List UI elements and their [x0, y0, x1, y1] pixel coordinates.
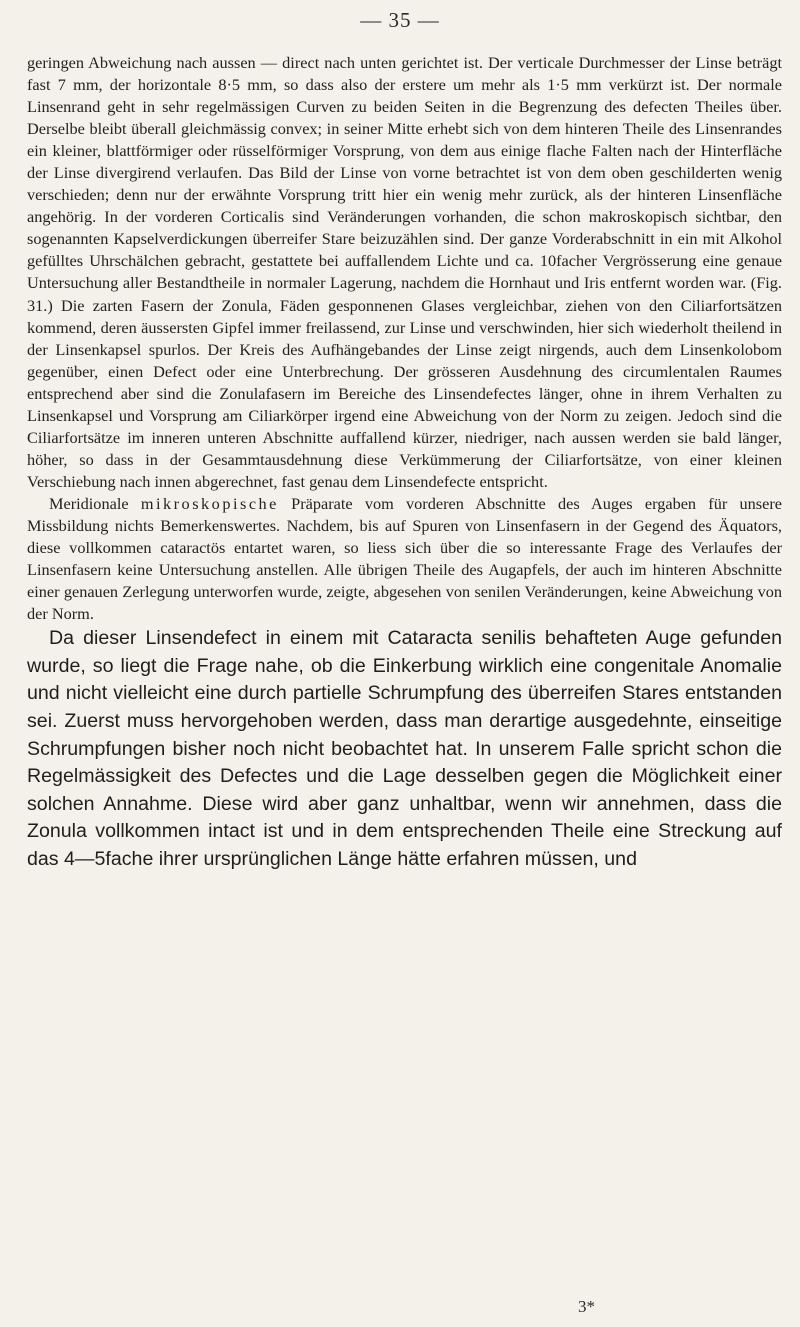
spaced-word-mikroskopische: mikroskopische	[140, 493, 279, 513]
page-number: — 35 —	[360, 8, 440, 32]
paragraph-microscopic-rest: Präparate vom vorderen Abschnitte des Auges ergaben für unsere Missbildung nichts Bemerkenswertes. Nachdem, bis auf Spuren von Linsenfasern in der Gegend des Äquators, diese vollkommen cataractös entartet waren, so liess sich über die so interessante Frage des Verlaufes der Linsenfasern keine Untersuchung anstellen. Alle übrigen Theile des Augapfels, der auch im hinteren Abschnitte einer genauen Zerlegung unterworfen wurde, zeigte, abgesehen von senilen Veränderungen, keine Abweichung von der Norm.	[27, 493, 783, 624]
signature-mark: 3*	[578, 1297, 595, 1316]
paragraph-lens-description: geringen Abweichung nach aussen — direct nach unten gerichtet ist. Der verticale Durchmesser der Linse beträgt fast 7 mm, der horizontale 8·5 mm, so dass also der erstere um mehr als 1·5 mm verkürzt ist. Der normale Linsenrand geht in sehr regelmässigen Curven zu beiden Seiten in die Begrenzung des defecten Theiles über. Derselbe bleibt überall gleichmässig convex; in seiner Mitte erhebt sich von dem hinteren Theile des Linsenrandes ein kleiner, blattförmiger oder rüsselförmiger Vorsprung, von dem aus einige flache Falten nach der Hinterfläche der Linse divergirend verlaufen. Das Bild der Linse von vorne betrachtet ist von dem oben geschilderten wenig verschieden; denn nur der erwähnte Vorsprung tritt hier ein wenig mehr zurück, als der hinteren Linsenfläche angehörig. In der vorderen Corticalis sind Veränderungen vorhanden, die schon makroskopisch sichtbar, den sogenannten Kapselverdickungen überreifer Stare beizuzählen sind. Der ganze Vorderabschnitt in ein mit Alkohol gefülltes Uhrschälchen gebracht, gestattete bei auffallendem Lichte und ca. 10facher Vergrösserung eine genaue Untersuchung aller Bestandtheile in normaler Lagerung, nachdem die Hornhaut und Iris entfernt worden war. (Fig. 31.) Die zarten Fasern der Zonula, Fäden gesponnenen Glases vergleichbar, ziehen von den Ciliarfortsätzen kommend, deren äussersten Gipfel immer freilassend, zur Linse und verschwinden, hier sich wiederholt theilend in der Linsenkapsel spurlos. Der Kreis des Aufhängebandes der Linse zeigt nirgends, auch dem Linsenkolobom gegenüber, einen Defect oder eine Unterbrechung. Der grösseren Ausdehnung des circumlentalen Raumes entsprechend aber sind die Zonulafasern im Bereiche des Linsendefectes länger, ohne in ihrem Verhalten zu Linsenkapsel und Vorsprung am Ciliarkörper irgend eine Abweichung von der Norm zu zeigen. Jedoch sind die Ciliarfortsätze im inneren unteren Abschnitte auffallend kürzer, niedriger, nach aussen werden sie bald länger, höher, so dass in der Gesammtausdehnung diese Verkümmerung der Ciliarfortsätze, von einer kleinen Verschiebung nach innen abgerechnet, fast genau dem Linsendefecte entspricht.	[27, 53, 782, 491]
paragraph-congenital-question: Da dieser Linsendefect in einem mit Cataracta senilis behafteten Auge gefunden wurde, so liegt die Frage nahe, ob die Einkerbung wirklich eine congenitale Anomalie und nicht vielleicht eine durch partielle Schrumpfung des überreifen Stares entstanden sei. Zuerst muss hervorgehoben werden, dass man derartige ausgedehnte, einseitige Schrumpfungen bisher noch nicht beobachtet hat. In unserem Falle spricht schon die Regelmässigkeit des Defectes und die Lage desselben gegen die Möglichkeit einer solchen Annahme. Diese wird aber ganz unhaltbar, wenn wir annehmen, dass die Zonula vollkommen intact ist und in dem entsprechenden Theile eine Streckung auf das 4—5fache ihrer ursprünglichen Länge hätte erfahren müssen, und	[27, 627, 782, 870]
paragraph-microscopic-start: Meridionale	[49, 493, 141, 513]
paragraph-microscopic-findings	[27, 493, 782, 625]
body-text	[27, 52, 782, 874]
